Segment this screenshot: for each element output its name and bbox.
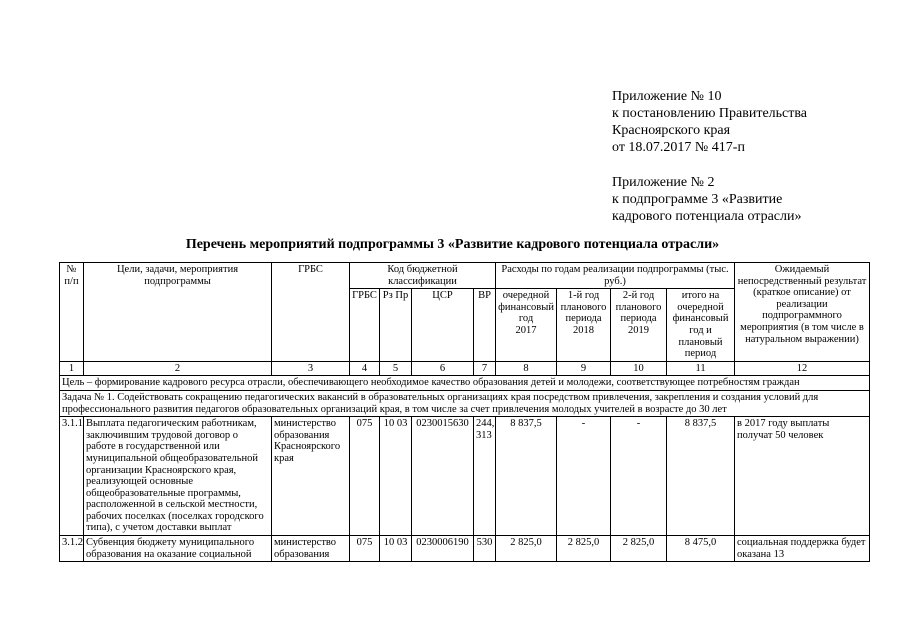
measures-table	[59, 262, 870, 562]
col-header-plan-year-1	[557, 289, 611, 362]
column-number: 1	[60, 361, 84, 376]
column-number: 4	[350, 361, 380, 376]
appendix-2-line: кадрового потенциала отрасли»	[612, 209, 802, 224]
column-number: 7	[474, 361, 496, 376]
column-number: 3	[272, 361, 350, 376]
column-number: 5	[380, 361, 412, 376]
appendix-1-line: Красноярского края	[612, 123, 731, 138]
column-numbers-row	[60, 361, 870, 376]
appendix-block-2	[612, 174, 892, 225]
col-header-budget-code: Код бюджетной классификации	[350, 263, 496, 289]
column-number: 2	[84, 361, 272, 376]
row-rzpr: 10 03	[380, 536, 412, 562]
goal-row	[60, 376, 870, 391]
row-num: 3.1.1	[60, 417, 84, 536]
col-header-expenses: Расходы по годам реализации подпрограммы (тыс. руб.)	[496, 263, 735, 289]
column-number: 12	[735, 361, 870, 376]
row-csr: 0230015630	[412, 417, 474, 536]
col-header-current-year-label: очередной финансовый год	[498, 290, 554, 325]
table-row	[60, 417, 870, 536]
row-grbs: министерство образования	[272, 536, 350, 562]
table-row	[60, 536, 870, 562]
col-header-plan-year-2	[611, 289, 667, 362]
column-number: 11	[667, 361, 735, 376]
column-number: 10	[611, 361, 667, 376]
appendix-1-line: от 18.07.2017 № 417-п	[612, 140, 745, 155]
col-header-csr: ЦСР	[412, 289, 474, 362]
appendix-2-line: Приложение № 2	[612, 175, 715, 190]
column-number: 9	[557, 361, 611, 376]
document-title: Перечень мероприятий подпрограммы 3 «Развитие кадрового потенциала отрасли»	[185, 237, 720, 252]
row-grbs: министерство образования Красноярского края	[272, 417, 350, 536]
col-header-current-year	[496, 289, 557, 362]
row-total: 8 475,0	[667, 536, 735, 562]
row-name: Субвенция бюджету муниципального образования на оказание социальной	[84, 536, 272, 562]
col-header-num: № п/п	[60, 263, 84, 362]
col-header-grbs-code: ГРБС	[350, 289, 380, 362]
appendix-2-line: к подпрограмме 3 «Развитие	[612, 192, 783, 207]
row-2017: 2 825,0	[496, 536, 557, 562]
year-2017: 2017	[515, 324, 537, 336]
appendix-1-line: к постановлению Правительства	[612, 106, 808, 121]
col-header-plan-year-2-label: 2-й год планового периода	[615, 290, 662, 325]
col-header-total: итого на очередной финансовый год и плановый период	[667, 289, 735, 362]
row-grbs-code: 075	[350, 417, 380, 536]
row-2019: -	[611, 417, 667, 536]
row-vr: 530	[474, 536, 496, 562]
appendix-block-1	[612, 88, 892, 156]
task-text: Задача № 1. Содействовать сокращению педагогических вакансий в образовательных организациях края посредством привлечения, закрепления и создания условий для профессионального развития педагогов образовательных организаций края, в том числе за счет привлечения молодых учителей в возрасте до 30 лет	[60, 390, 870, 416]
column-number: 6	[412, 361, 474, 376]
row-grbs-code: 075	[350, 536, 380, 562]
row-csr: 0230006190	[412, 536, 474, 562]
col-header-plan-year-1-label: 1-й год планового периода	[560, 290, 607, 325]
col-header-grbs: ГРБС	[272, 263, 350, 362]
year-2019: 2019	[628, 324, 650, 336]
row-2018: 2 825,0	[557, 536, 611, 562]
row-2019: 2 825,0	[611, 536, 667, 562]
row-total: 8 837,5	[667, 417, 735, 536]
row-result: социальная поддержка будет оказана 13	[735, 536, 870, 562]
row-num: 3.1.2	[60, 536, 84, 562]
col-header-rzpr: Рз Пр	[380, 289, 412, 362]
row-result: в 2017 году выплаты получат 50 человек	[735, 417, 870, 536]
document-header	[612, 88, 892, 243]
task-row	[60, 390, 870, 416]
col-header-result: Ожидаемый непосредственный результат (краткое описание) от реализации подпрограммного мероприятия (в том числе в натуральном выражении)	[735, 263, 870, 362]
column-number: 8	[496, 361, 557, 376]
row-name: Выплата педагогическим работникам, заключившим трудовой договор о работе в государственной или муниципальной общеобразовательной организации Красноярского края, реализующей основные общеобразовательные программы, расположенной в сельской местности, рабочих поселках (поселках городского типа), с учетом доставки выплат	[84, 417, 272, 536]
row-vr: 244, 313	[474, 417, 496, 536]
col-header-vr: ВР	[474, 289, 496, 362]
col-header-goals: Цели, задачи, мероприятия подпрограммы	[84, 263, 272, 362]
row-rzpr: 10 03	[380, 417, 412, 536]
row-2017: 8 837,5	[496, 417, 557, 536]
row-2018: -	[557, 417, 611, 536]
table-header-row	[60, 263, 870, 289]
goal-text: Цель – формирование кадрового ресурса отрасли, обеспечивающего необходимое качество образования детей и молодежи, соответствующее потребностям граждан	[60, 376, 870, 391]
appendix-1-line: Приложение № 10	[612, 89, 722, 104]
year-2018: 2018	[573, 324, 595, 336]
